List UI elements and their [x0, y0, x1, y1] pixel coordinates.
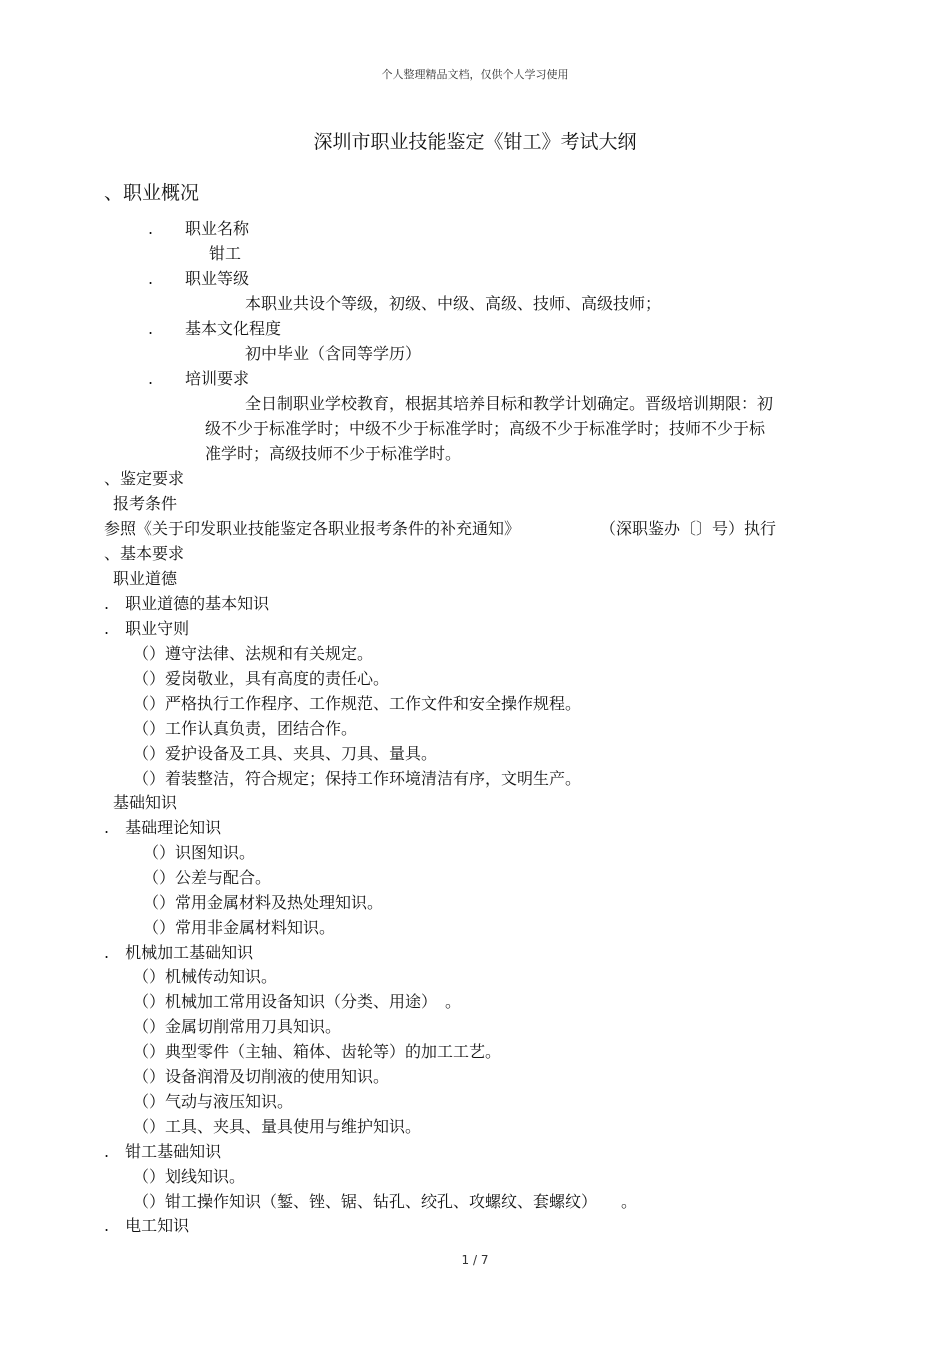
item-content-occupation-level: 本职业共设个等级，初级、中级、高级、技师、高级技师；	[245, 294, 662, 313]
machining-item: （）金属切削常用刀具知识。	[133, 1017, 342, 1036]
machining-item: （）机械传动知识。	[133, 967, 278, 986]
item-content-training-line: 全日制职业学校教育，根据其培养目标和教学计划确定。晋级培训期限：初	[245, 394, 774, 413]
subheading-professional-ethics: 职业道德	[113, 569, 178, 588]
item-content-training-line: 级不少于标准学时；中级不少于标准学时；高级不少于标准学时；技师不少于标	[205, 419, 766, 438]
ethics-code-heading: . 职业守则	[104, 619, 190, 638]
theory-item: （）识图知识。	[143, 843, 256, 862]
page-header: 个人整理精品文档，仅供个人学习使用	[381, 68, 569, 81]
item-label-occupation-level: 职业等级	[185, 269, 250, 288]
list-bullet: .	[148, 269, 154, 288]
ethics-rule: （）着装整洁，符合规定；保持工作环境清洁有序，文明生产。	[133, 769, 582, 788]
item-label-occupation-name: 职业名称	[185, 219, 250, 238]
theory-item: （）常用金属材料及热处理知识。	[143, 893, 384, 912]
list-bullet: .	[148, 219, 154, 238]
machining-item: （）设备润滑及切削液的使用知识。	[133, 1067, 390, 1086]
section-heading-basic-requirements: 、基本要求	[104, 544, 185, 563]
exam-reference-tail: （深职鉴办〔〕号）执行	[600, 519, 777, 538]
ethics-rule: （）爱岗敬业，具有高度的责任心。	[133, 669, 390, 688]
fitter-knowledge-heading: . 钳工基础知识	[104, 1142, 222, 1161]
ethics-basic-knowledge: . 职业道德的基本知识	[104, 594, 270, 613]
item-content-education: 初中毕业（含同等学历）	[245, 344, 422, 363]
machining-item: （）典型零件（主轴、箱体、齿轮等）的加工工艺。	[133, 1042, 502, 1061]
subheading-exam-conditions: 报考条件	[113, 494, 178, 513]
theory-item: （）公差与配合。	[143, 868, 272, 887]
exam-reference-text: 参照《关于印发职业技能鉴定各职业报考条件的补充通知》	[104, 519, 521, 538]
theory-knowledge-heading: . 基础理论知识	[104, 818, 222, 837]
subheading-basic-knowledge: 基础知识	[113, 793, 178, 812]
page-number: 1 / 7	[461, 1253, 489, 1267]
item-content-training-line: 准学时；高级技师不少于标准学时。	[205, 444, 462, 463]
machining-item: （）气动与液压知识。	[133, 1092, 294, 1111]
section-heading-appraisal: 、鉴定要求	[104, 469, 185, 488]
item-label-training: 培训要求	[185, 369, 250, 388]
list-bullet: .	[148, 369, 154, 388]
electrical-knowledge-heading: . 电工知识	[104, 1216, 190, 1235]
document-title: 深圳市职业技能鉴定《钳工》考试大纲	[313, 131, 637, 153]
ethics-rule: （）严格执行工作程序、工作规范、工作文件和安全操作规程。	[133, 694, 582, 713]
machining-item: （）工具、夹具、量具使用与维护知识。	[133, 1117, 422, 1136]
machining-knowledge-heading: . 机械加工基础知识	[104, 943, 254, 962]
section-heading-career-overview: 、职业概况	[104, 182, 200, 204]
fitter-item: （）钳工操作知识（錾、锉、锯、钻孔、绞孔、攻螺纹、套螺纹） 。	[133, 1192, 638, 1211]
item-label-education: 基本文化程度	[185, 319, 282, 338]
fitter-item: （）划线知识。	[133, 1167, 246, 1186]
machining-item: （）机械加工常用设备知识（分类、用途） 。	[133, 992, 462, 1011]
ethics-rule: （）遵守法律、法规和有关规定。	[133, 644, 374, 663]
ethics-rule: （）爱护设备及工具、夹具、刀具、量具。	[133, 744, 438, 763]
theory-item: （）常用非金属材料知识。	[143, 918, 336, 937]
ethics-rule: （）工作认真负责，团结合作。	[133, 719, 358, 738]
item-content-occupation-name: 钳工	[209, 244, 242, 263]
list-bullet: .	[148, 319, 154, 338]
